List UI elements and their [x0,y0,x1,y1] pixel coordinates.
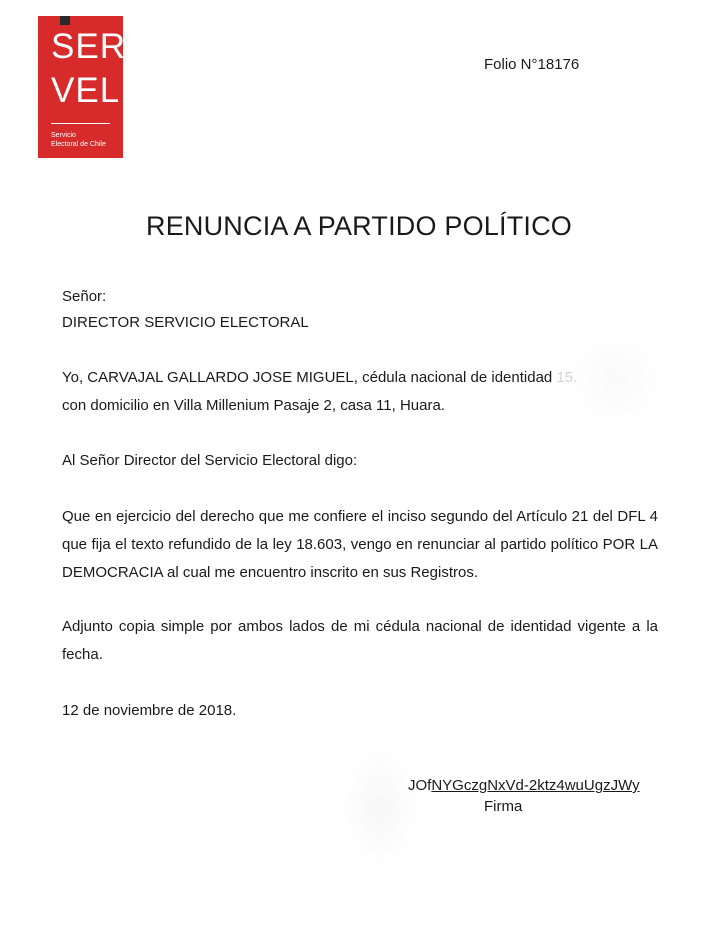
logo-notch [60,16,70,25]
recipient: DIRECTOR SERVICIO ELECTORAL [62,314,309,331]
servel-logo [38,16,126,158]
folio-number: Folio N°18176 [484,56,580,73]
signature-image [340,742,420,872]
id-number-faded: 15. [556,369,578,386]
address-line: Al Señor Director del Servicio Electoral digo: [62,452,358,469]
logo-subtitle-line2: Electoral de Chile [51,141,106,148]
signature-code-prefix: JOf [408,777,432,794]
logo-text-line1: SER [51,27,126,66]
intro-line1-text: Yo, CARVAJAL GALLARDO JOSE MIGUEL, cédula nacional de identidad [62,369,557,386]
attachment-paragraph: Adjunto copia simple por ambos lados de mi cédula nacional de identidad vigente a la fecha. [62,618,658,663]
logo-subtitle-line1: Servicio [51,132,76,139]
intro-line2: con domicilio en Villa Millenium Pasaje 2, casa 11, Huara. [62,397,445,414]
body-paragraph: Que en ejercicio del derecho que me confiere el inciso segundo del Artículo 21 del DFL 4 que fija el texto refundido de la ley 18.603, vengo en renunciar al partido político POR LA DEMOCRACIA al cual me encuentro inscrito en sus Registros. [62,508,658,581]
document-title: RENUNCIA A PARTIDO POLÍTICO [146,211,572,241]
signature-code [408,777,640,794]
salutation: Señor: [62,288,107,305]
intro-paragraph [62,364,682,420]
signature-label: Firma [484,798,523,815]
signature-block [340,742,660,872]
logo-divider [51,123,110,124]
logo-text-line2: VEL [51,71,121,110]
intro-line1 [62,364,682,392]
signature-code-underlined: NYGczgNxVd-2ktz4wuUgzJWy [431,777,640,794]
date-line: 12 de noviembre de 2018. [62,702,237,719]
